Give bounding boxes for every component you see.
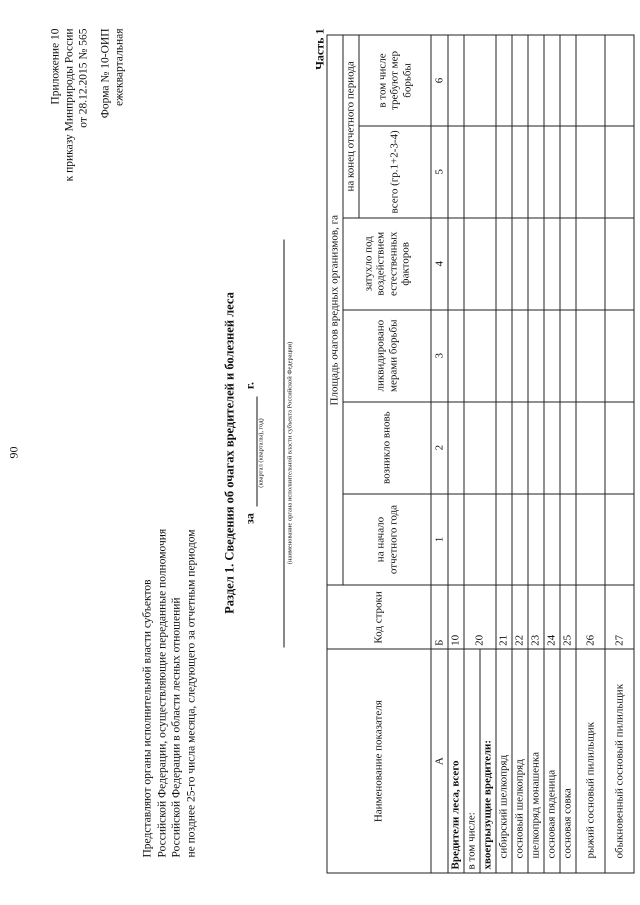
row-name: Вредители леса, всего [448,649,464,873]
row-code: 21 [496,585,512,649]
submitters-line-4: не позднее 25-го числа месяца, следующего за отчетным периодом [184,528,197,857]
data-cell[interactable] [544,493,560,585]
submitters-line-1: Представляют органы исполнительной власти субъектов [141,579,153,857]
row-code: 24 [544,585,560,649]
row-name: в том числе: [464,649,480,873]
data-cell[interactable] [448,35,464,126]
table-row [576,35,605,873]
row-name: сосновый шелкопряд [512,649,528,873]
period-caption: (квартал (кварталы), год) [257,417,264,488]
table-row [560,35,576,873]
header-natural-decline: затухло под воздействием естественных факторов [343,217,431,309]
data-cell[interactable] [560,35,576,126]
period-prefix: за [242,512,256,524]
table-row [605,35,634,873]
data-cell[interactable] [528,125,544,217]
row-code: 25 [560,585,576,649]
data-cell[interactable] [528,217,544,309]
submitters-block [140,297,198,857]
row-name: шелкопряд монашенка [528,649,544,873]
data-cell[interactable] [576,217,605,309]
data-cell[interactable] [512,125,528,217]
data-cell[interactable] [464,125,496,217]
row-code: 20 [464,585,496,649]
row-code: 26 [576,585,605,649]
colnum-4: 4 [431,217,448,309]
form-number: Форма № 10-ОИП [99,28,111,118]
data-cell[interactable] [512,493,528,585]
submitters-line-2: Российской Федерации, осуществляющие переданные полномочия [155,528,168,857]
data-cell[interactable] [448,309,464,401]
data-cell[interactable] [496,493,512,585]
data-cell[interactable] [464,401,496,493]
appendix-line-2: к приказу Минприроды России [63,28,75,181]
data-cell[interactable] [605,493,634,585]
data-cell[interactable] [464,309,496,401]
data-cell[interactable] [496,125,512,217]
header-start-of-year: на начало отчетного года [343,493,431,585]
data-cell[interactable] [605,35,634,126]
period-suffix: г. [242,381,256,389]
data-cell[interactable] [576,309,605,401]
form-frequency: ежеквартальная [113,28,125,106]
data-cell[interactable] [560,493,576,585]
header-total: всего (гр.1+2-3-4) [359,125,431,217]
page-number: 90 [6,446,20,458]
colnum-6: 6 [431,35,448,126]
data-cell[interactable] [576,125,605,217]
data-cell[interactable] [544,125,560,217]
colnum-5: 5 [431,125,448,217]
header-end-of-period: на конец отчетного периода [343,35,359,218]
org-caption: (наименование органа исполнительной власти субъекта Российской Федерации) [286,341,293,564]
data-cell[interactable] [496,401,512,493]
data-cell[interactable] [448,217,464,309]
data-cell[interactable] [528,401,544,493]
data-cell[interactable] [560,401,576,493]
row-code: 10 [448,585,464,649]
data-cell[interactable] [464,493,496,585]
period-line [242,0,257,905]
column-number-row [431,35,448,873]
data-cell[interactable] [544,35,560,126]
colnum-3: 3 [431,309,448,401]
row-name: обыкновенный сосновый пилильщик [605,649,634,873]
data-cell[interactable] [528,309,544,401]
row-code: 27 [605,585,634,649]
data-cell[interactable] [560,125,576,217]
row-name: сибирский шелкопряд [496,649,512,873]
data-cell[interactable] [544,401,560,493]
data-cell[interactable] [512,35,528,126]
data-cell[interactable] [496,309,512,401]
data-cell[interactable] [496,217,512,309]
data-cell[interactable] [605,309,634,401]
colnum-2: 2 [431,401,448,493]
header-new: возникло вновь [343,401,431,493]
header-indicator-name: Наименование показателя [327,649,431,873]
data-cell[interactable] [464,217,496,309]
table-row [496,35,512,873]
appendix-block [48,28,90,181]
section-title: Раздел 1. Сведения об очагах вредителей и болезней леса [222,291,236,614]
appendix-line-1: Приложение 10 [49,28,61,105]
header-row-code: Код строки [327,585,431,649]
table-row [528,35,544,873]
submitters-line-3: Российской Федерации в области лесных отношений [170,596,182,857]
data-cell[interactable] [512,309,528,401]
table-row [512,35,528,873]
data-cell[interactable] [496,35,512,126]
data-cell[interactable] [560,309,576,401]
data-cell[interactable] [512,217,528,309]
row-name: сосновая пяденица [544,649,560,873]
table-row [464,35,480,873]
row-name: рыжий сосновый пилильщик [576,649,605,873]
row-name: хвоегрызущие вредители: [480,649,496,873]
colnum-a: А [431,649,448,873]
data-cell[interactable] [448,493,464,585]
org-name-blank-field[interactable] [282,239,284,647]
data-cell[interactable] [605,125,634,217]
data-cell[interactable] [560,217,576,309]
part-label: Часть 1 [312,28,326,70]
colnum-b: Б [431,585,448,649]
data-cell[interactable] [448,401,464,493]
table-row [544,35,560,873]
data-cell[interactable] [576,493,605,585]
data-cell[interactable] [528,35,544,126]
data-cell[interactable] [512,401,528,493]
row-name: сосновая совка [560,649,576,873]
data-cell[interactable] [544,217,560,309]
header-requires-control: в том числе требуют мер борьбы [359,35,431,126]
appendix-line-3: от 28.12.2015 № 565 [77,28,89,128]
pest-foci-table [326,34,634,873]
table-row [448,35,464,873]
data-cell[interactable] [448,125,464,217]
period-blank-field[interactable] [244,396,257,506]
data-cell[interactable] [605,401,634,493]
colnum-1: 1 [431,493,448,585]
data-cell[interactable] [528,493,544,585]
data-cell[interactable] [605,217,634,309]
row-code: 22 [512,585,528,649]
data-cell[interactable] [544,309,560,401]
data-cell[interactable] [576,35,605,126]
data-cell[interactable] [464,35,496,126]
form-block [98,28,126,118]
data-cell[interactable] [576,401,605,493]
header-liquidated: ликвидировано мерами борьбы [343,309,431,401]
header-area-group: Площадь очагов вредных организмов, га [327,35,343,585]
row-code: 23 [528,585,544,649]
